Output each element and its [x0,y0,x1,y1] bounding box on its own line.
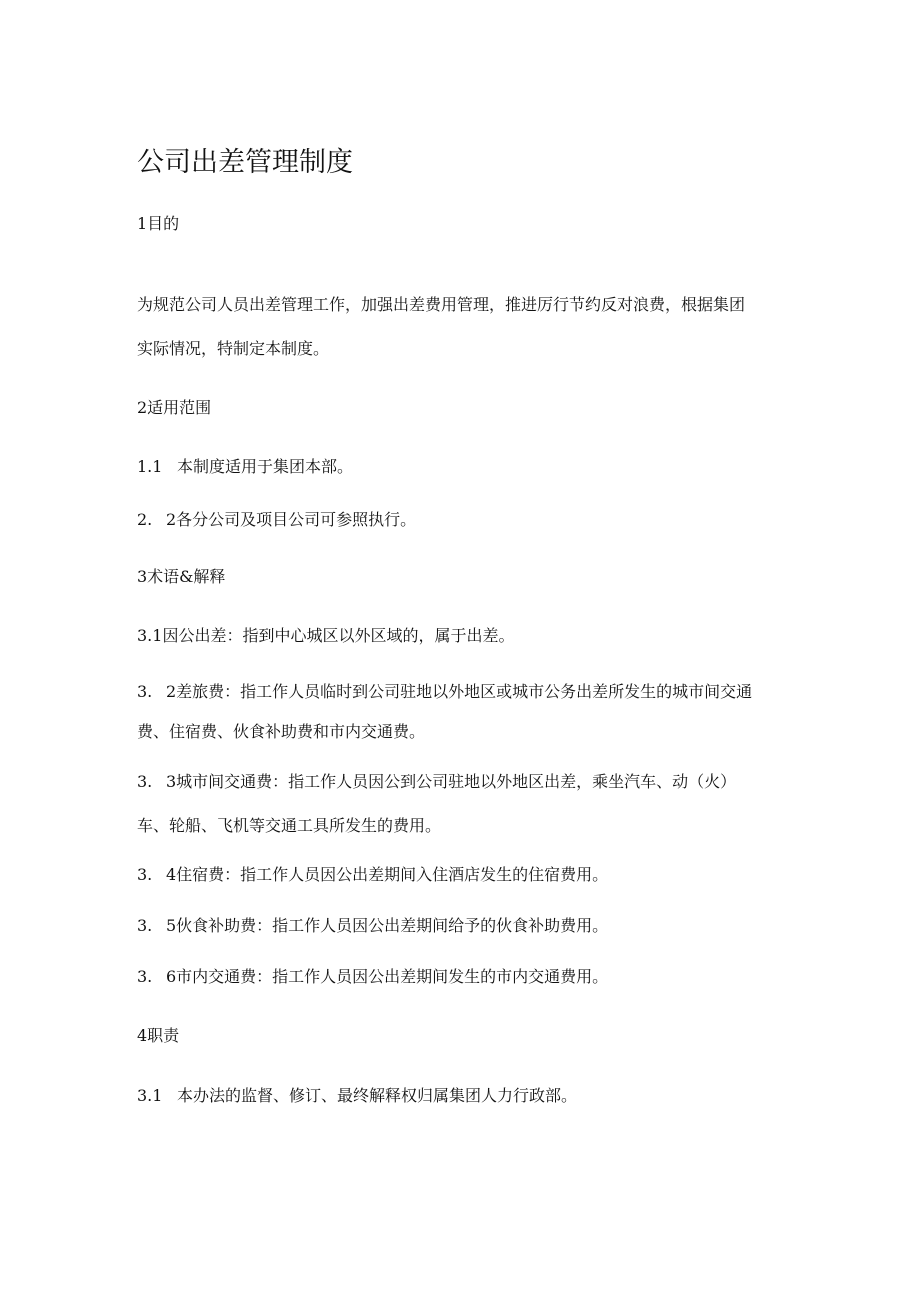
duties-item-1-text: 本办法的监督、修订、最终解释权归属集团人力行政部。 [177,1086,578,1105]
terms-item-4 [137,863,608,887]
terms-item-5 [137,914,608,938]
terms-item-4-text: 4住宿费：指工作人员因公出差期间入住酒店发生的住宿费用。 [166,865,609,884]
terms-item-6 [137,965,608,989]
purpose-paragraph-line-2: 实际情况，特制定本制度。 [137,339,330,358]
duties-item-1-number: 3.1 [137,1086,163,1105]
duties-item-1 [137,1084,577,1108]
section-heading-scope: 2适用范围 [137,398,212,417]
terms-item-3-line-1 [137,770,736,794]
scope-item-1-number: 1.1 [137,457,163,476]
terms-item-3-number: 3. [137,772,153,791]
terms-item-2-line-2: 费、住宿费、伙食补助费和市内交通费。 [137,722,426,741]
scope-item-2 [137,508,416,532]
scope-item-2-number: 2. [137,510,153,529]
document-title: 公司出差管理制度 [137,147,353,178]
scope-item-1-text: 本制度适用于集团本部。 [177,457,354,476]
terms-item-5-number: 3. [137,916,153,935]
terms-item-1: 3.1因公出差：指到中心城区以外区域的，属于出差。 [137,626,515,645]
terms-item-2-text: 2差旅费：指工作人员临时到公司驻地以外地区或城市公务出差所发生的城市间交通 [166,682,753,701]
terms-item-6-number: 3. [137,967,153,986]
terms-item-4-number: 3. [137,865,153,884]
terms-item-3-line-2: 车、轮船、飞机等交通工具所发生的费用。 [137,816,442,835]
section-heading-terms: 3术语&解释 [137,567,226,586]
section-heading-purpose: 1目的 [137,214,180,233]
scope-item-1 [137,455,353,479]
section-heading-duties: 4职责 [137,1026,180,1045]
purpose-paragraph-line-1: 为规范公司人员出差管理工作，加强出差费用管理，推进厉行节约反对浪费，根据集团 [137,295,746,314]
terms-item-2-number: 3. [137,682,153,701]
terms-item-3-text: 3城市间交通费：指工作人员因公到公司驻地以外地区出差，乘坐汽车、动（火） [166,772,737,791]
terms-item-6-text: 6市内交通费：指工作人员因公出差期间发生的市内交通费用。 [166,967,609,986]
terms-item-5-text: 5伙食补助费：指工作人员因公出差期间给予的伙食补助费用。 [166,916,609,935]
scope-item-2-text: 2各分公司及项目公司可参照执行。 [166,510,417,529]
terms-item-2-line-1 [137,680,752,704]
